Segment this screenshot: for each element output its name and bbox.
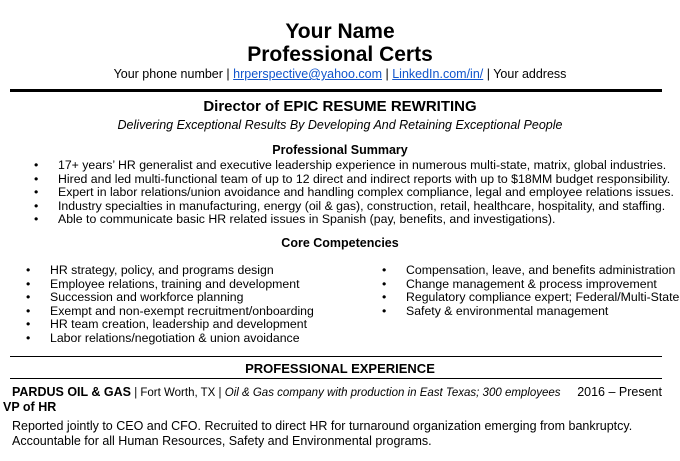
summary-item: • Able to communicate basic HR related issues in Spanish (pay, benefits, and investigations). [34,213,674,227]
competency-item: • Regulatory compliance expert; Federal/Multi-State [382,291,679,305]
company-location: | Fort Worth, TX | [131,387,225,399]
email-link[interactable]: hrperspective@yahoo.com [233,67,383,81]
header-divider [10,89,662,92]
phone-text: Your phone number [113,67,223,81]
job-role: VP of HR [3,400,57,414]
competencies-right-list [382,264,679,318]
job-dates: 2016 – Present [577,385,662,399]
competencies-title: Core Competencies [281,236,399,250]
contact-separator: | [483,67,494,81]
company-description: Oil & Gas company with production in East Texas; 300 employees [224,387,561,399]
competencies-left-list [26,264,314,346]
competency-item: • Compensation, leave, and benefits administration [382,264,679,278]
experience-title: PROFESSIONAL EXPERIENCE [245,361,435,376]
summary-item: • Industry specialties in manufacturing, energy (oil & gas), construction, retail, healthcare, hospitality, and staffing. [34,200,674,214]
contact-separator: | [382,67,393,81]
address-text: Your address [493,67,567,81]
contact-line [0,67,680,82]
competency-item: • Labor relations/negotiation & union avoidance [26,332,314,346]
summary-item: • Hired and led multi-functional team of up to 12 direct and indirect reports with up to $18MM budget responsibility. [34,173,674,187]
summary-item: • 17+ years’ HR generalist and executive leadership experience in numerous multi-state, matrix, global industries. [34,159,674,173]
headline-title: Director of EPIC RESUME REWRITING [203,98,477,115]
professional-certs: Professional Certs [247,43,433,66]
job-header [12,385,561,400]
summary-item: • Expert in labor relations/union avoidance and handling complex compliance, legal and employee relations issues. [34,186,674,200]
company-name: PARDUS OIL & GAS [12,385,131,399]
linkedin-link[interactable]: LinkedIn.com/in/ [392,67,484,81]
competency-item: • HR strategy, policy, and programs design [26,264,314,278]
summary-list [34,159,674,227]
summary-title: Professional Summary [272,143,408,157]
competency-item: • Succession and workforce planning [26,291,314,305]
competency-item: • Exempt and non-exempt recruitment/onboarding [26,305,314,319]
contact-separator: | [222,67,234,81]
job-summary: Reported jointly to CEO and CFO. Recruited to direct HR for turnaround organization emerging from bankruptcy. Accountable for all Human Resources, Safety and Environmental programs. [12,419,633,448]
candidate-name: Your Name [285,20,395,43]
competency-item: • Safety & environmental management [382,305,679,319]
competency-item: • HR team creation, leadership and development [26,318,314,332]
experience-bottom-divider [10,378,662,379]
experience-top-divider [10,356,662,357]
competency-item: • Change management & process improvement [382,278,679,292]
headline-tagline: Delivering Exceptional Results By Developing And Retaining Exceptional People [117,118,563,132]
competency-item: • Employee relations, training and development [26,278,314,292]
